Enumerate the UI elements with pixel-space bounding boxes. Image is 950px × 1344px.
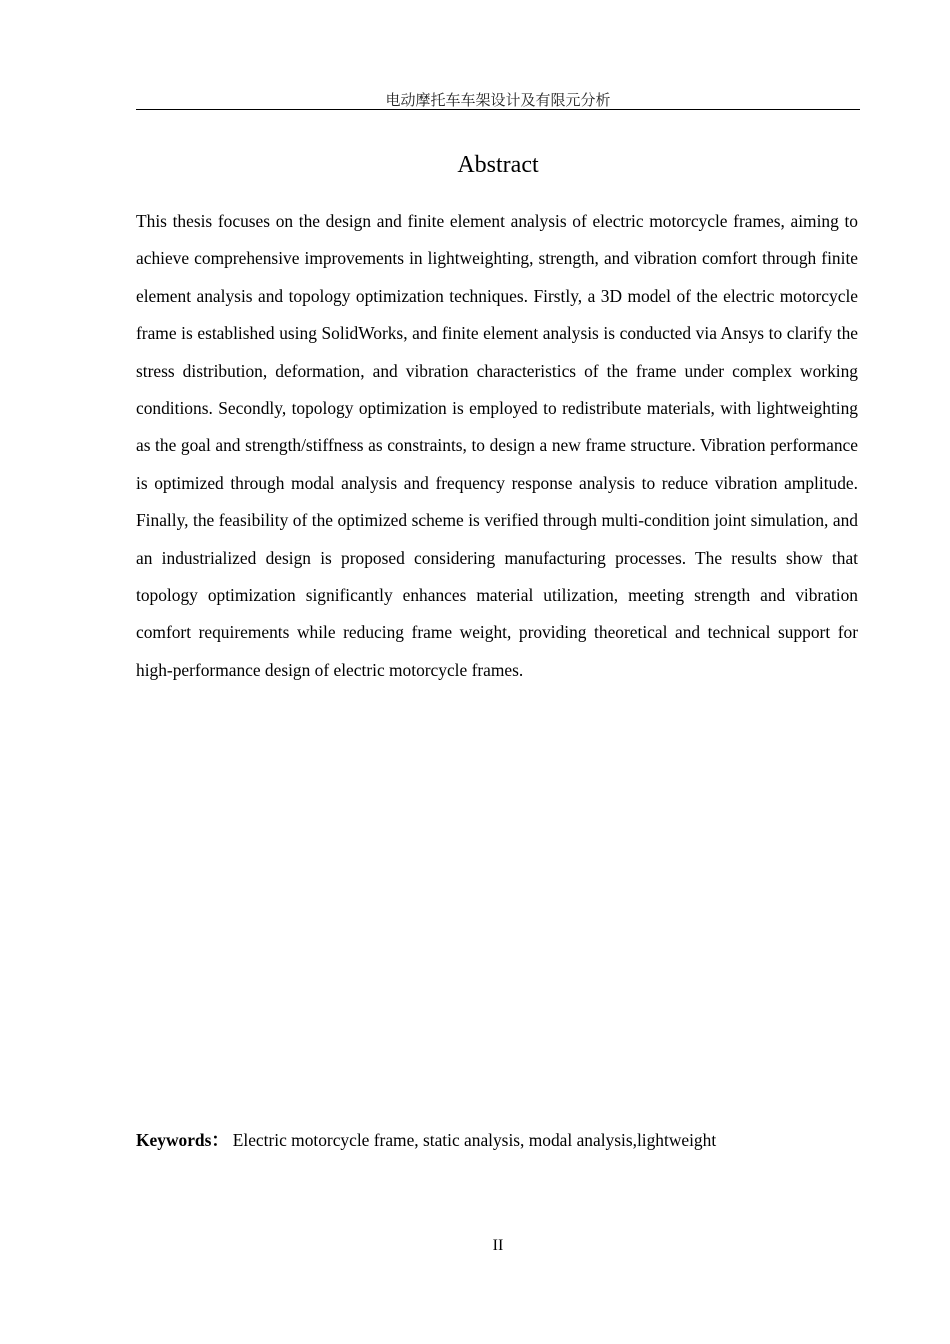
keywords-line (136, 1127, 860, 1153)
keywords-label: Keywords： (136, 1130, 229, 1150)
abstract-body: This thesis focuses on the design and finite element analysis of electric motorcycle frames, aiming to achieve comprehensive improvements in lightweighting, strength, and vibration comfort through finite element analysis and topology optimization techniques. Firstly, a 3D model of the electric motorcycle frame is established using SolidWorks, and finite element analysis is conducted via Ansys to clarify the stress distribution, deformation, and vibration characteristics of the frame under complex working conditions. Secondly, topology optimization is employed to redistribute materials, with lightweighting as the goal and strength/stiffness as constraints, to design a new frame structure. Vibration performance is optimized through modal analysis and frequency response analysis to reduce vibration amplitude. Finally, the feasibility of the optimized scheme is verified through multi-condition joint simulation, and an industrialized design is proposed considering manufacturing processes. The results show that topology optimization significantly enhances material utilization, meeting strength and vibration comfort requirements while reducing frame weight, providing theoretical and technical support for high-performance design of electric motorcycle frames. (136, 211, 858, 680)
header-rule (136, 109, 860, 110)
abstract-title: Abstract (457, 152, 539, 178)
running-header: 电动摩托车车架设计及有限元分析 (385, 91, 611, 109)
keywords-value: Electric motorcycle frame, static analysis, modal analysis,lightweight (232, 1130, 717, 1150)
page-number: II (492, 1237, 504, 1254)
